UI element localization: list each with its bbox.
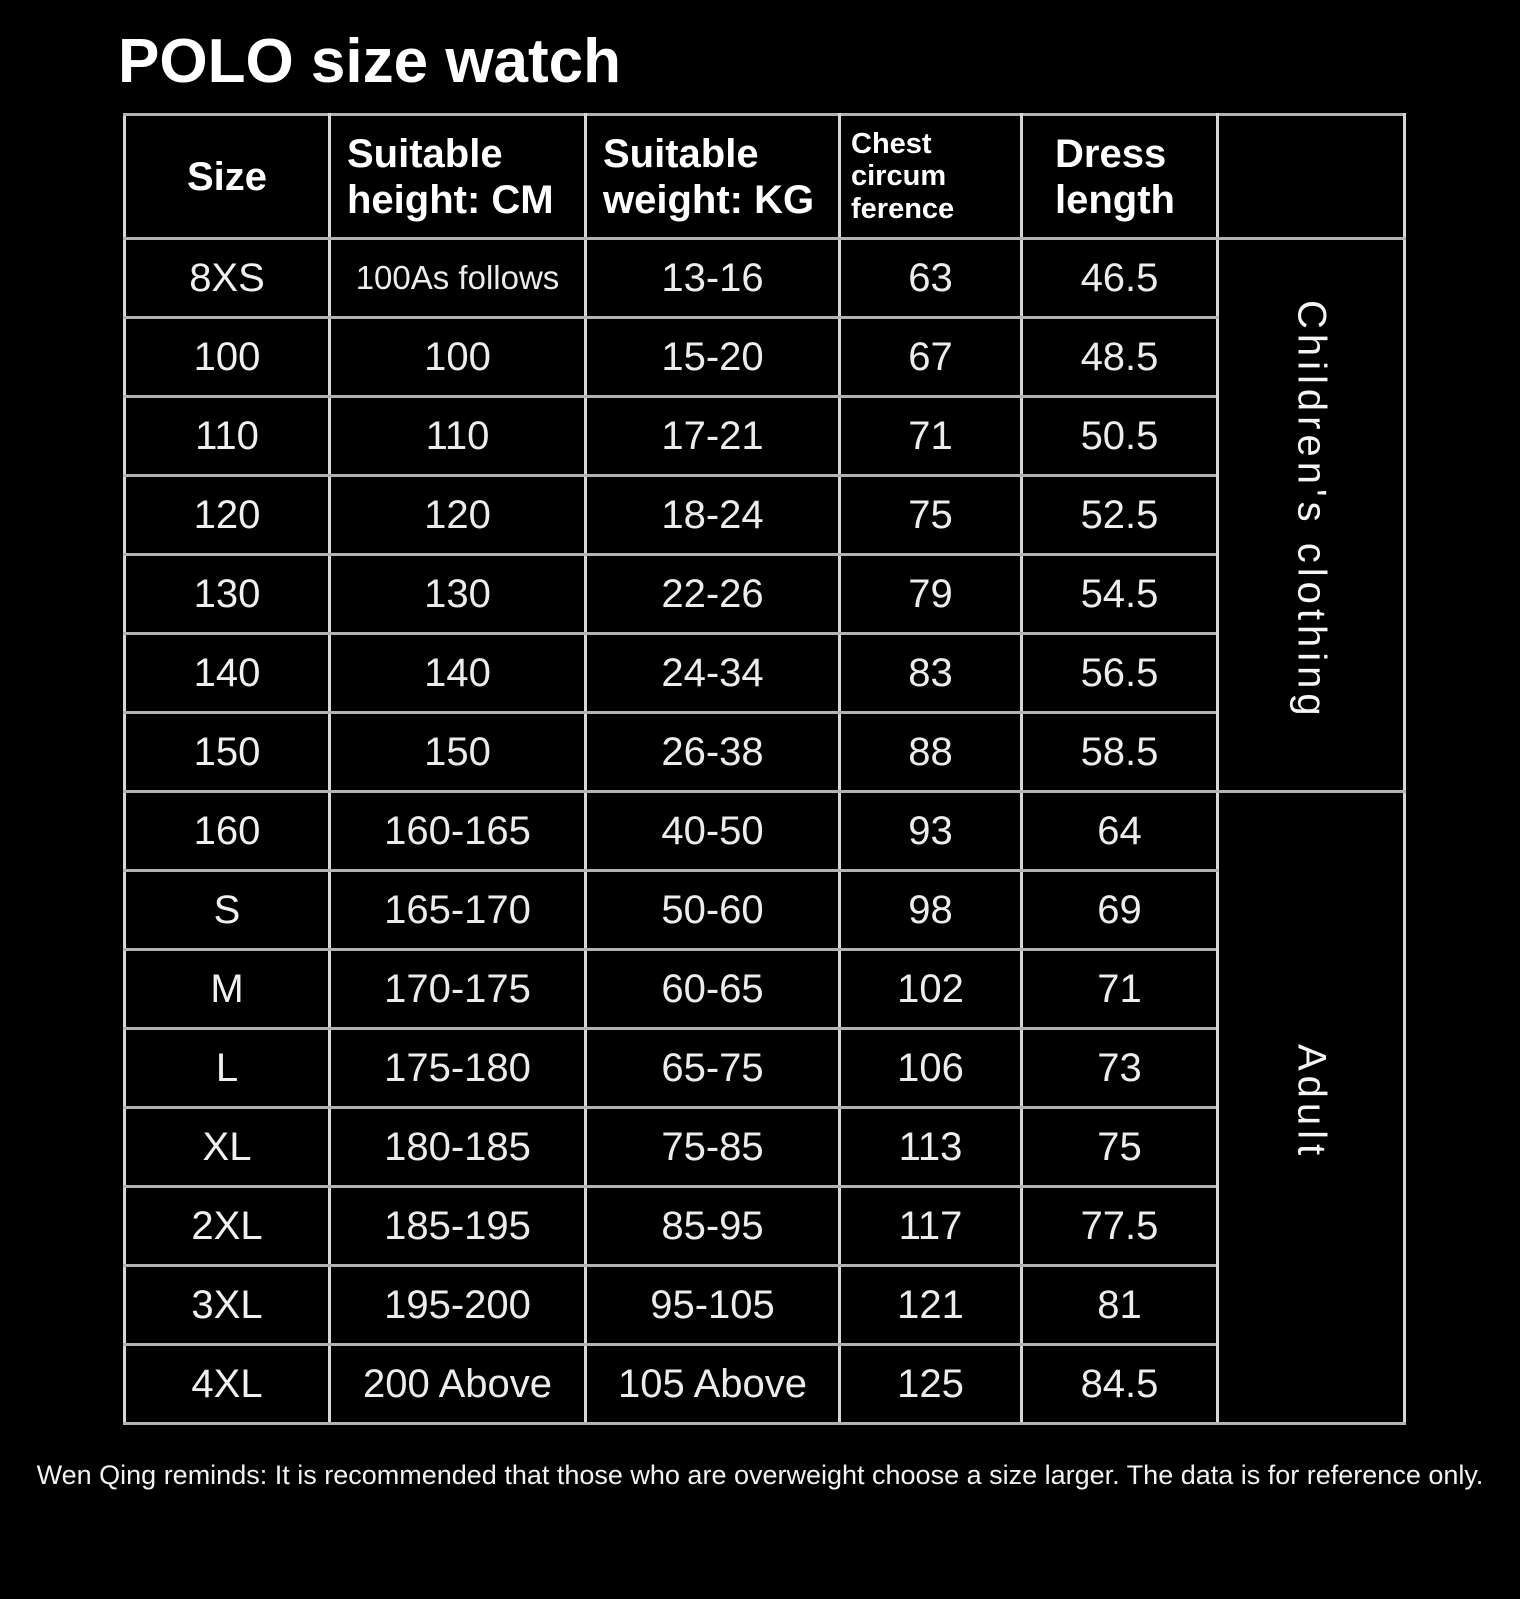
table-row [125,318,1405,397]
column-header-line: Suitable [347,131,503,176]
table-row [125,1187,1405,1266]
chest-cell: 93 [840,792,1022,871]
weight-cell: 18-24 [586,476,840,555]
dress-cell: 56.5 [1022,634,1218,713]
table-row [125,792,1405,871]
size-cell: 2XL [125,1187,330,1266]
height-cell: 130 [330,555,586,634]
chest-cell: 121 [840,1266,1022,1345]
height-cell: 110 [330,397,586,476]
column-header-weight [586,115,840,239]
weight-cell: 40-50 [586,792,840,871]
table-row [125,397,1405,476]
category-cell [1218,792,1405,1424]
size-cell: 120 [125,476,330,555]
page-title: POLO size watch [118,27,622,96]
weight-cell: 60-65 [586,950,840,1029]
chest-cell: 75 [840,476,1022,555]
height-cell: 165-170 [330,871,586,950]
chest-cell: 106 [840,1029,1022,1108]
size-cell: 8XS [125,239,330,318]
dress-cell: 52.5 [1022,476,1218,555]
size-cell: 4XL [125,1345,330,1424]
column-header-line: Dress [1055,131,1167,176]
table-row [125,1108,1405,1187]
height-cell: 160-165 [330,792,586,871]
column-header-line: Size [186,154,268,199]
size-cell: 140 [125,634,330,713]
dress-cell: 71 [1022,950,1218,1029]
size-cell: 160 [125,792,330,871]
column-header-line: Suitable [603,131,759,176]
chest-cell: 125 [840,1345,1022,1424]
height-cell: 100 [330,318,586,397]
size-cell: 100 [125,318,330,397]
dress-cell: 69 [1022,871,1218,950]
weight-cell: 15-20 [586,318,840,397]
column-header-line: circum [851,160,947,193]
column-header-size [125,115,330,239]
table-row [125,1266,1405,1345]
column-header-category [1218,115,1405,239]
chest-cell: 79 [840,555,1022,634]
dress-cell: 58.5 [1022,713,1218,792]
weight-cell: 50-60 [586,871,840,950]
height-cell: 200 Above [330,1345,586,1424]
height-cell: 140 [330,634,586,713]
table-header-row [125,115,1405,239]
size-cell: XL [125,1108,330,1187]
dress-cell: 73 [1022,1029,1218,1108]
chest-cell: 83 [840,634,1022,713]
column-header-line: weight: KG [603,177,815,222]
column-header-height [330,115,586,239]
category-cell [1218,239,1405,792]
weight-cell: 85-95 [586,1187,840,1266]
footer-note: Wen Qing reminds: It is recommended that those who are overweight choose a size larger. The data is for reference only. [36,1460,1484,1490]
height-cell: 170-175 [330,950,586,1029]
size-cell: S [125,871,330,950]
size-cell: 150 [125,713,330,792]
chest-cell: 98 [840,871,1022,950]
weight-cell: 24-34 [586,634,840,713]
size-cell: 130 [125,555,330,634]
dress-cell: 46.5 [1022,239,1218,318]
dress-cell: 75 [1022,1108,1218,1187]
weight-cell: 26-38 [586,713,840,792]
column-header-dress [1022,115,1218,239]
table-row [125,950,1405,1029]
dress-cell: 54.5 [1022,555,1218,634]
height-cell: 195-200 [330,1266,586,1345]
column-header-line: ference [851,192,955,225]
weight-cell: 17-21 [586,397,840,476]
chest-cell: 113 [840,1108,1022,1187]
dress-cell: 84.5 [1022,1345,1218,1424]
category-label-children: Children's clothing [1289,299,1334,721]
dress-cell: 48.5 [1022,318,1218,397]
size-cell: 110 [125,397,330,476]
column-header-line: height: CM [347,177,554,222]
weight-cell: 13-16 [586,239,840,318]
table-body [125,239,1405,1424]
table-header [125,115,1405,239]
table-row [125,476,1405,555]
chest-cell: 67 [840,318,1022,397]
dress-cell: 64 [1022,792,1218,871]
size-cell: L [125,1029,330,1108]
height-cell: 180-185 [330,1108,586,1187]
chest-cell: 63 [840,239,1022,318]
height-cell: 120 [330,476,586,555]
table-row [125,871,1405,950]
weight-cell: 95-105 [586,1266,840,1345]
column-header-line: length [1055,177,1175,222]
size-table [123,113,1406,1425]
chest-cell: 102 [840,950,1022,1029]
table-row [125,555,1405,634]
chest-cell: 117 [840,1187,1022,1266]
weight-cell: 22-26 [586,555,840,634]
column-header-line: Chest [851,127,932,160]
dress-cell: 81 [1022,1266,1218,1345]
chest-cell: 71 [840,397,1022,476]
dress-cell: 77.5 [1022,1187,1218,1266]
weight-cell: 105 Above [586,1345,840,1424]
column-header-chest [840,115,1022,239]
weight-cell: 65-75 [586,1029,840,1108]
height-cell: 175-180 [330,1029,586,1108]
size-cell: M [125,950,330,1029]
dress-cell: 50.5 [1022,397,1218,476]
table-row [125,713,1405,792]
table-row [125,1029,1405,1108]
height-cell: 100As follows [330,239,586,318]
chest-cell: 88 [840,713,1022,792]
height-cell: 150 [330,713,586,792]
height-cell: 185-195 [330,1187,586,1266]
table-row [125,239,1405,318]
table-row [125,634,1405,713]
size-cell: 3XL [125,1266,330,1345]
table-row [125,1345,1405,1424]
category-label-adult: Adult [1289,1044,1334,1161]
weight-cell: 75-85 [586,1108,840,1187]
